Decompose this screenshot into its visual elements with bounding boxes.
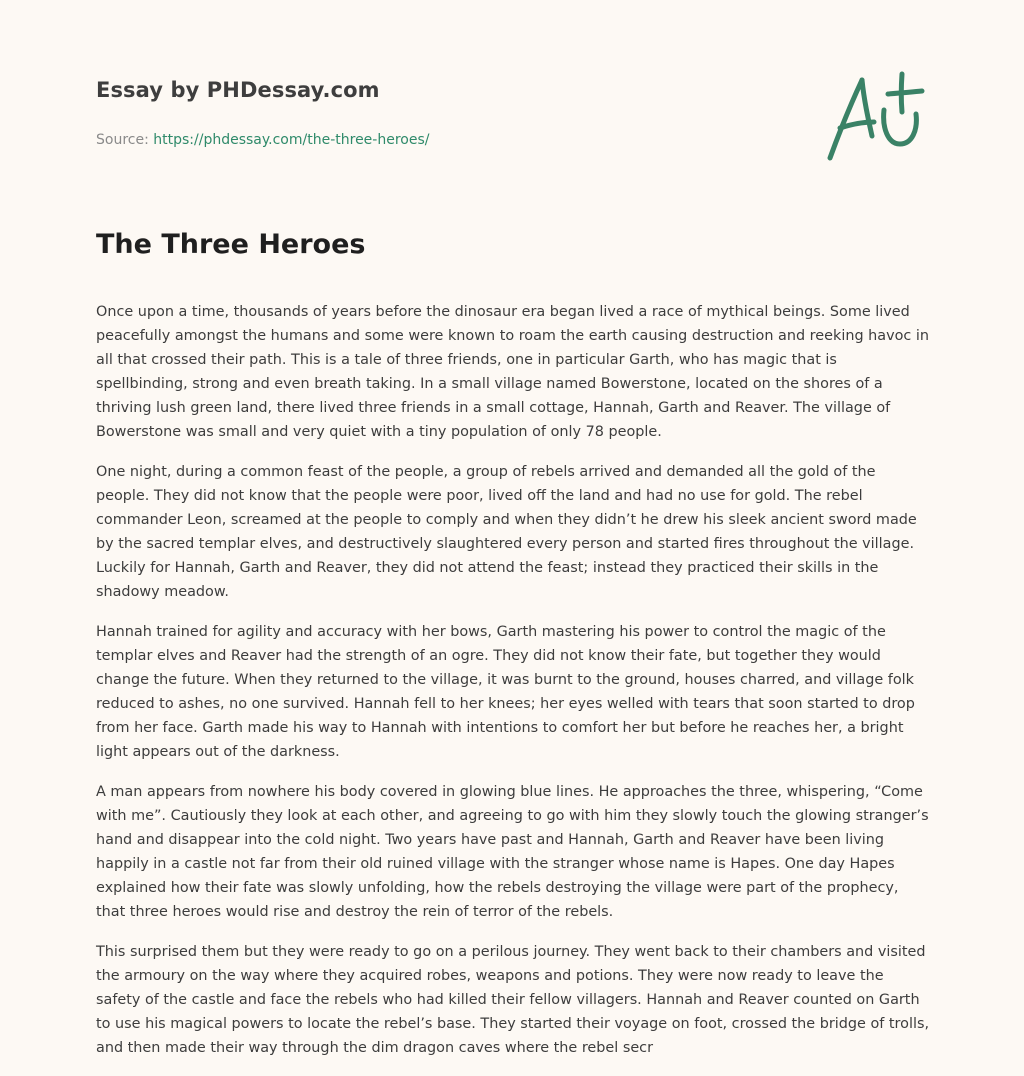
essay-paragraph: Hannah trained for agility and accuracy with her bows, Garth mastering his power to control the magic of the templar elves and Reaver had the strength of an ogre. They did not know their fate, but together they would change the future. When they returned to the village, it was burnt to the ground, houses charred, and village folk reduced to ashes, no one survived. Hannah fell to her knees; her eyes welled with tears that soon started to drop from her face. Garth made his way to Hannah with intentions to comfort her but before he reaches her, a bright light appears out of the darkness.	[96, 624, 915, 760]
source-link[interactable]: https://phdessay.com/the-three-heroes/	[153, 132, 430, 148]
a-plus-logo-icon	[822, 66, 930, 166]
essay-paragraph: A man appears from nowhere his body covered in glowing blue lines. He approaches the three, whispering, “Come with me”. Cautiously they look at each other, and agreeing to go with him they slowly touch the glowing stranger’s hand and disappear into the cold night. Two years have past and Hannah, Garth and Reaver have been living happily in a castle not far from their old ruined village with the stranger whose name is Hapes. One day Hapes explained how their fate was slowly unfolding, how the rebels destroying the village were part of the prophecy, that three heroes would rise and destroy the rein of terror of the rebels.	[96, 784, 929, 920]
site-title: Essay by PHDessay.com	[96, 78, 380, 102]
source-line	[96, 130, 796, 150]
essay-paragraph: One night, during a common feast of the people, a group of rebels arrived and demanded all the gold of the people. They did not know that the people were poor, lived off the land and had no use for gold. The rebel commander Leon, screamed at the people to comply and when they didn’t he drew his sleek ancient sword made by the sacred templar elves, and destructively slaughtered every person and started fires throughout the village. Luckily for Hannah, Garth and Reaver, they did not attend the feast; instead they practiced their skills in the shadowy meadow.	[96, 464, 917, 600]
essay-body	[96, 226, 932, 1076]
a-plus-logo-svg	[822, 66, 930, 166]
essay-paragraph: Once upon a time, thousands of years before the dinosaur era began lived a race of mythical beings. Some lived peacefully amongst the humans and some were known to roam the earth causing destruction and reeking havoc in all that crossed their path. This is a tale of three friends, one in particular Garth, who has magic that is spellbinding, strong and even breath taking. In a small village named Bowerstone, located on the shores of a thriving lush green land, there lived three friends in a small cottage, Hannah, Garth and Reaver. The village of Bowerstone was small and very quiet with a tiny population of only 78 people.	[96, 304, 930, 440]
essay-paragraph: This surprised them but they were ready to go on a perilous journey. They went back to their chambers and visited the armoury on the way where they acquired robes, weapons and potions. They were now ready to leave the safety of the castle and face the rebels who had killed their fellow villagers. Hannah and Reaver counted on Garth to use his magical powers to locate the rebel’s base. They started their voyage on foot, crossed the bridge of trolls, and then made their way through the dim dragon caves where the rebel secr	[96, 944, 930, 1056]
essay-header	[96, 76, 796, 150]
essay-title: The Three Heroes	[96, 229, 366, 260]
source-label: Source:	[96, 132, 149, 148]
